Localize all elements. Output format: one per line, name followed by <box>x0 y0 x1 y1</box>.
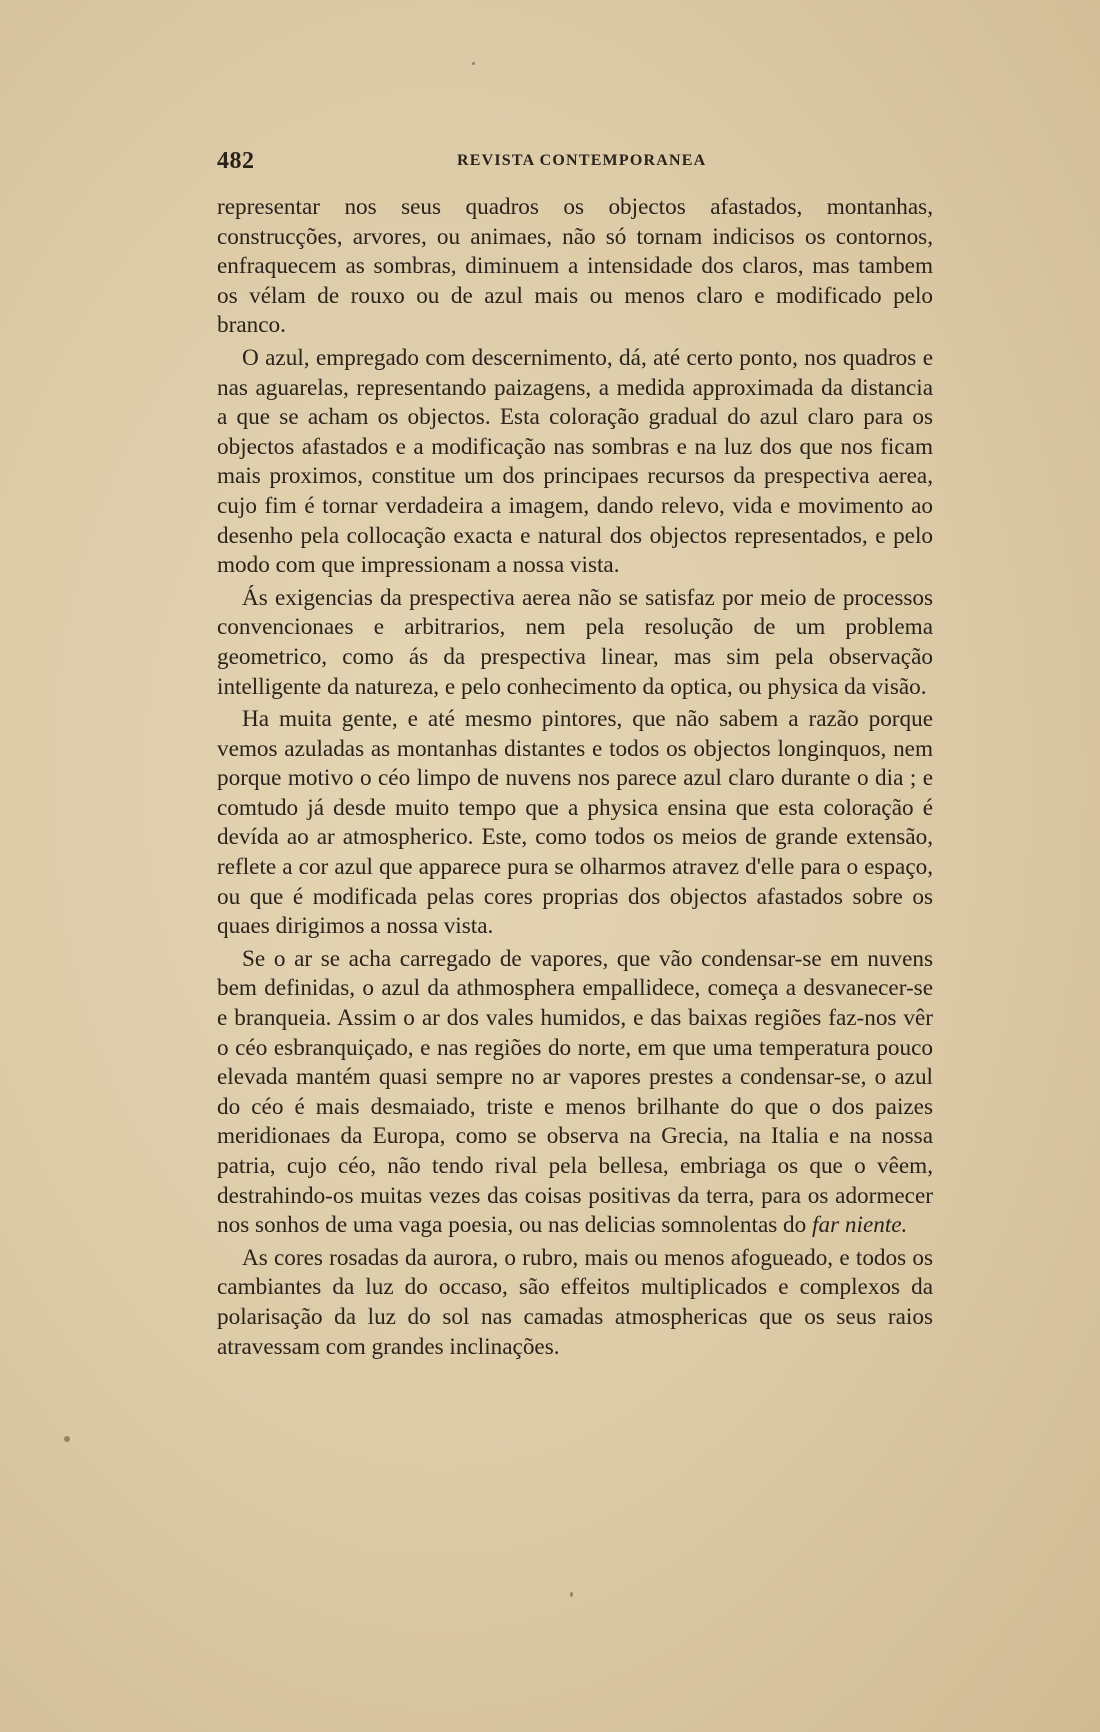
paragraph-5-text: Se o ar se acha carregado de vapores, que vão condensar-se em nuvens bem definidas, o azul da athmosphera empallidece, começa a desvanecer-se e branqueia. Assim o ar dos vales humidos, e das baixas regiões faz-nos vêr o céo esbranquiçado, e nas regiões do norte, em que uma temperatura pouco elevada mantém quasi sempre no ar vapores prestes a condensar-se, o azul do céo é mais desmaiado, triste e menos brilhante do que o dos paizes meridionaes da Europa, como se observa na Grecia, na Italia e na nossa patria, cujo céo, não tendo rival pela bellesa, embriaga os que o vêem, destrahindo-os muitas vezes das coisas positivas da terra, para os adormecer nos sonhos de uma vaga poesia, ou nas delicias somnolentas do <box>217 945 933 1239</box>
running-title: REVISTA CONTEMPORANEA <box>457 152 707 169</box>
paper-speck <box>570 1592 573 1597</box>
paragraph-2: O azul, empregado com descernimento, dá, até certo ponto, nos quadros e nas aguarelas, representando paizagens, a medida approximada da distancia a que se acham os objectos. Esta coloração gradual do azul claro para os objectos afastados e a modificação nas sombras e na luz dos que nos ficam mais proximos, constitue um dos principaes recursos da prespectiva aerea, cujo fim é tornar verdadeira a imagem, dando relevo, vida e movimento ao desenho pela collocação exacta e natural dos objectos representados, e pelo modo com que impressionam a nossa vista. <box>217 344 933 579</box>
page-number: 482 <box>217 148 255 174</box>
paper-speck <box>64 1436 70 1442</box>
body-text <box>217 193 933 1362</box>
paragraph-1: representar nos seus quadros os objectos afastados, montanhas, construcções, arvores, ou animaes, não só tornam indicisos os contornos, enfraquecem as sombras, diminuem a intensidade dos claros, mas tambem os vélam de rouxo ou de azul mais ou menos claro e modificado pelo branco. <box>217 194 933 339</box>
paragraph-6: As cores rosadas da aurora, o rubro, mais ou menos afogueado, e todos os cambiantes da luz do occaso, são effeitos multiplicados e complexos da polarisação da luz do sol nas camadas atmosphericas que os seus raios atravessam com grandes inclinações. <box>217 1244 933 1360</box>
paragraph-4: Ha muita gente, e até mesmo pintores, que não sabem a razão porque vemos azuladas as montanhas distantes e todos os objectos longinquos, nem porque motivo o céo limpo de nuvens nos parece azul claro durante o dia ; e comtudo já desde muito tempo que a physica ensina que esta coloração é devída ao ar atmospherico. Este, como todos os meios de grande extensão, reflete a cor azul que apparece pura se olharmos atravez d'elle para o espaço, ou que é modificada pelas cores proprias dos objectos afastados sobre os quaes dirigimos a nossa vista. <box>217 706 933 940</box>
paragraph-5 <box>217 945 933 1241</box>
paragraph-3: Ás exigencias da prespectiva aerea não se satisfaz por meio de processos convencionaes e arbitrarios, nem pela resolução de um problema geometrico, como ás da prespectiva linear, mas sim pela observação intelligente da natureza, e pelo conhecimento da optica, ou physica da visão. <box>217 584 933 700</box>
italic-phrase: far niente. <box>812 1212 908 1239</box>
paper-speck <box>472 62 475 65</box>
page-header <box>217 148 933 184</box>
